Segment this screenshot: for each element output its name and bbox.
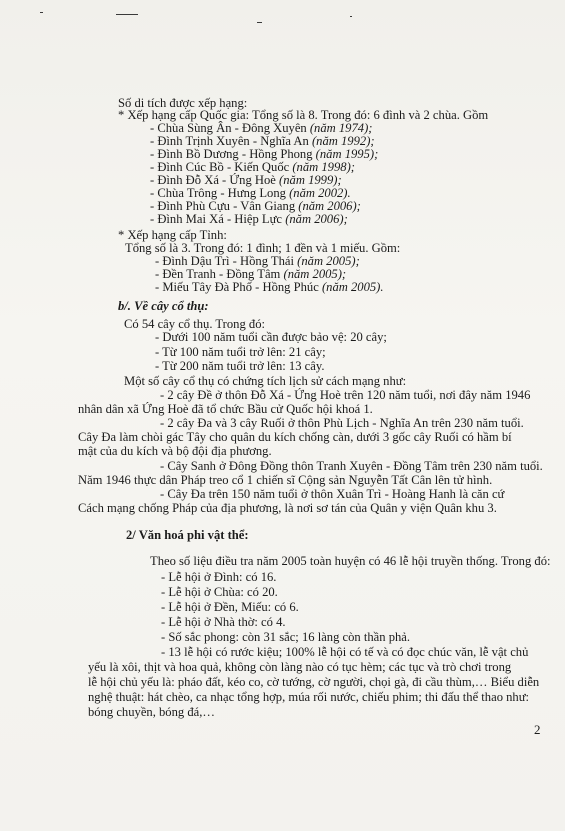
italic-year: (năm 2005). <box>321 280 384 294</box>
text-segment: - Miếu Tây Đà Phố - Hồng Phúc <box>155 280 322 294</box>
text-line <box>78 444 272 459</box>
text-segment: yếu là xôi, thịt và hoa quả, không còn làng nào có tục hèm; các tục và trò chơi trong <box>88 660 512 674</box>
italic-year: (năm 2002). <box>289 186 351 200</box>
text-line <box>88 690 529 705</box>
text-segment: - Đền Tranh - Đồng Tâm <box>155 267 284 281</box>
text-line <box>124 374 406 389</box>
text-line <box>150 554 551 569</box>
italic-year: (năm 1998); <box>292 160 355 174</box>
text-segment: Năm 1946 thực dân Pháp treo cổ 1 chiến sĩ Cộng sản Nguyễn Tất Cân lên tử hình. <box>78 473 493 487</box>
scan-artifact-mark <box>350 16 352 17</box>
italic-year: (năm 1974); <box>309 121 373 135</box>
text-line <box>161 630 410 645</box>
italic-year: (năm 2005); <box>297 254 360 268</box>
text-segment: - Lễ hội ở Đình: có 16. <box>161 570 277 584</box>
text-line <box>161 615 286 630</box>
italic-year: (năm 2005); <box>283 267 347 281</box>
text-segment: - Đình Trịnh Xuyên - Nghĩa An <box>150 134 312 148</box>
text-segment: nghệ thuật: hát chèo, ca nhạc tổng hợp, múa rối nước, chiếu phim; thi đấu thể thao như: <box>88 690 530 704</box>
scan-artifact-mark <box>257 22 262 23</box>
text-line <box>78 501 497 516</box>
scan-artifact-mark <box>116 14 138 15</box>
text-segment: - Chùa Trông - Hưng Long <box>150 186 290 200</box>
text-line <box>150 212 348 227</box>
text-segment: - Từ 200 năm tuổi trở lên: 13 cây. <box>155 359 325 373</box>
text-line <box>155 345 326 360</box>
text-segment: - Lễ hội ở Nhà thờ: có 4. <box>161 615 286 629</box>
italic-year: (năm 1992); <box>311 134 375 148</box>
text-line <box>78 473 492 488</box>
text-line <box>78 430 512 445</box>
page-number: 2 <box>534 722 541 737</box>
text-segment: - Cây Đa trên 150 năm tuổi ở thôn Xuân Trì - Hoàng Hanh là căn cứ <box>160 487 505 501</box>
text-segment: - Chùa Sùng Ân - Đông Xuyên <box>150 121 310 135</box>
text-segment: Theo số liệu điều tra năm 2005 toàn huyện có 46 lễ hội truyền thống. Trong đó: <box>150 554 551 568</box>
text-segment: - Số sắc phong: còn 31 sắc; 16 làng còn thần phả. <box>161 630 411 644</box>
text-line <box>160 459 543 474</box>
text-segment: - 13 lễ hội có rước kiệu; 100% lễ hội có tế và có đọc chúc văn, lễ vật chủ <box>161 645 529 659</box>
text-line <box>155 359 324 374</box>
text-segment: - 2 cây Đề ở thôn Đỗ Xá - Ứng Hoè trên 120 năm tuổi, nơi đây năm 1946 <box>160 388 531 402</box>
text-segment: - Lễ hội ở Chùa: có 20. <box>161 585 278 599</box>
text-line <box>88 660 511 675</box>
italic-year: (năm 2006); <box>285 212 348 226</box>
text-segment: Cách mạng chống Pháp của địa phương, là nơi sơ tán của Quân y viện Quân khu 3. <box>78 501 497 515</box>
text-segment: - Đình Mai Xá - Hiệp Lực <box>150 212 286 226</box>
section-heading: 2/ Văn hoá phi vật thể: <box>126 528 249 542</box>
text-segment: Cây Đa làm chòi gác Tây cho quân du kích chống càn, dưới 3 gốc cây Ruối có hầm bí <box>78 430 512 444</box>
text-line <box>160 416 524 431</box>
text-line <box>126 528 249 543</box>
text-segment: - Đình Đỗ Xá - Ứng Hoè <box>150 173 280 187</box>
text-line <box>160 388 530 403</box>
text-segment: nhân dân xã Ứng Hoè đã tổ chức Bầu cử Quốc hội khoá 1. <box>78 402 373 416</box>
text-line <box>160 487 504 502</box>
text-line <box>88 675 539 690</box>
text-line <box>161 645 528 660</box>
text-line <box>118 299 209 314</box>
text-line <box>161 570 276 585</box>
text-segment: - 2 cây Đa và 3 cây Ruối ở thôn Phù Lịch - Nghĩa An trên 230 năm tuổi. <box>160 416 524 430</box>
text-segment: Một số cây cổ thụ có chứng tích lịch sử cách mạng như: <box>124 374 407 388</box>
text-segment: - Dưới 100 năm tuổi cần được bảo vệ: 20 cây; <box>155 330 387 344</box>
text-segment: - Đình Cúc Bồ - Kiến Quốc <box>150 160 293 174</box>
italic-year: (năm 1999); <box>279 173 342 187</box>
text-segment: - Từ 100 năm tuổi trở lên: 21 cây; <box>155 345 326 359</box>
text-segment: Có 54 cây cổ thụ. Trong đó: <box>124 317 265 331</box>
text-segment: Tổng số là 3. Trong đó: 1 đình; 1 đền và 1 miếu. Gồm: <box>125 241 401 255</box>
text-segment: Số di tích được xếp hạng: <box>118 96 248 110</box>
scan-artifact-mark <box>40 12 43 13</box>
text-line <box>161 585 278 600</box>
text-segment: * Xếp hạng cấp Tỉnh: <box>118 228 227 242</box>
text-segment: - Đình Dậu Trì - Hồng Thái <box>155 254 298 268</box>
text-segment: - Đình Phù Cựu - Vân Giang <box>150 199 299 213</box>
text-segment: - Đình Bồ Dương - Hồng Phong <box>150 147 316 161</box>
text-line <box>155 280 384 295</box>
text-segment: mật của du kích và bộ đội địa phương. <box>78 444 272 458</box>
text-line <box>161 600 299 615</box>
text-segment: * Xếp hạng cấp Quốc gia: Tổng số là 8. Trong đó: 6 đình và 2 chùa. Gồm <box>118 108 489 122</box>
text-line <box>78 402 373 417</box>
text-segment: - Lễ hội ở Đền, Miếu: có 6. <box>161 600 299 614</box>
text-segment: bóng chuyền, bóng đá,… <box>88 705 215 719</box>
text-line <box>155 330 387 345</box>
text-line <box>88 705 215 720</box>
italic-year: (năm 1995); <box>315 147 379 161</box>
text-segment: lễ hội chủ yếu là: pháo đất, kéo co, cờ tướng, cờ người, chọi gà, đi cầu thùm,… Biểu diễn <box>88 675 540 689</box>
text-segment: - Cây Sanh ở Đông Đồng thôn Tranh Xuyên - Đồng Tâm trên 230 năm tuổi. <box>160 459 543 473</box>
section-heading: b/. Về cây cổ thụ: <box>118 299 209 313</box>
italic-year: (năm 2006); <box>298 199 361 213</box>
